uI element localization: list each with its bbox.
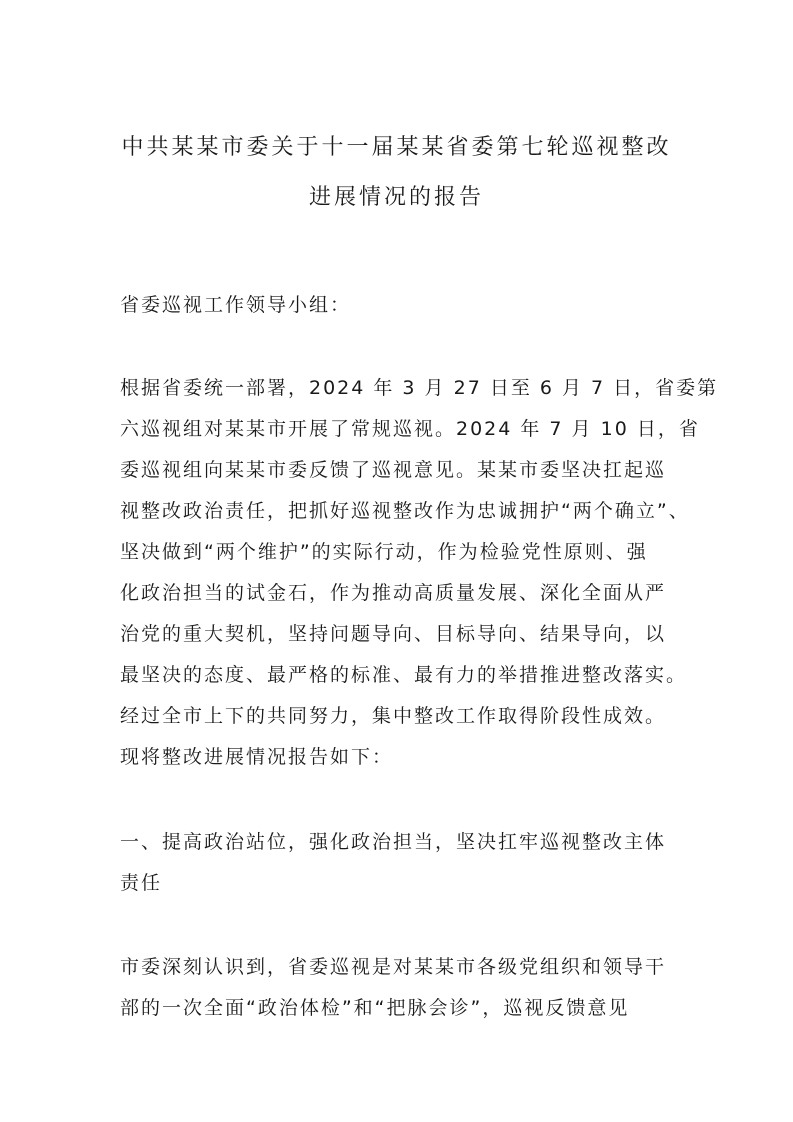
- paragraph-line: 委巡视组向某某市委反馈了巡视意见。某某市委坚决扛起巡: [120, 459, 667, 481]
- report-title-line-1: 中共某某市委关于十一届某某省委第七轮巡视整改: [121, 135, 672, 160]
- paragraph-line: 六巡视组对某某市开展了常规巡视。2024 年 7 月 10 日，省: [120, 418, 700, 440]
- paragraph-line: 坚决做到“两个维护”的实际行动，作为检验党性原则、强: [120, 541, 648, 563]
- heading-line: 责任: [120, 872, 163, 894]
- salutation: 省委巡视工作领导小组：: [120, 294, 352, 316]
- heading-line: 一、提高政治站位，强化政治担当，坚决扛牢巡视整改主体: [120, 831, 667, 853]
- paragraph-line: 最坚决的态度、最严格的标准、最有力的举措推进整改落实。: [120, 664, 688, 686]
- paragraph-line: 现将整改进展情况报告如下：: [120, 746, 394, 768]
- paragraph-line: 根据省委统一部署，2024 年 3 月 27 日至 6 月 7 日，省委第: [120, 377, 719, 399]
- paragraph-line: 治党的重大契机，坚持问题导向、目标导向、结果导向，以: [120, 623, 667, 645]
- report-title-line-2: 进展情况的报告: [308, 185, 484, 210]
- paragraph-line: 市委深刻认识到，省委巡视是对某某市各级党组织和领导干: [120, 956, 667, 978]
- paragraph-line: 经过全市上下的共同努力，集中整改工作取得阶段性成效。: [120, 705, 667, 727]
- paragraph-line: 部的一次全面“政治体检”和“把脉会诊”，巡视反馈意见: [120, 997, 630, 1019]
- paragraph-line: 视整改政治责任，把抓好巡视整改作为忠诚拥护“两个确立”、: [120, 500, 690, 522]
- paragraph-line: 化政治担当的试金石，作为推动高质量发展、深化全面从严: [120, 582, 667, 604]
